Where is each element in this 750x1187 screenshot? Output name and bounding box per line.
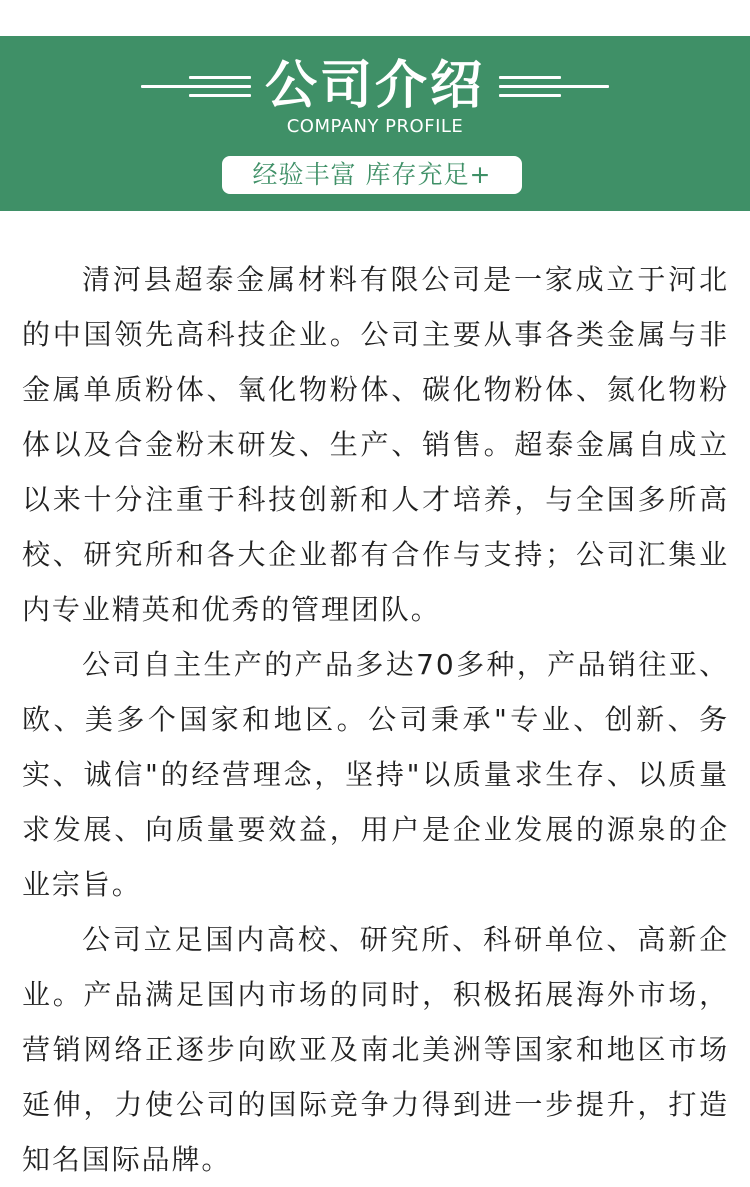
- decorative-line: [141, 85, 251, 88]
- decorative-line: [499, 85, 609, 88]
- decorative-line: [189, 94, 251, 97]
- decorative-line: [499, 94, 561, 97]
- right-decorative-lines: [499, 66, 609, 106]
- tagline-badge: [222, 156, 522, 194]
- page-subtitle: COMPANY PROFILE: [286, 116, 464, 137]
- page-title: 公司介绍: [264, 56, 485, 116]
- top-white-strip: [0, 0, 750, 36]
- header-banner: [0, 36, 750, 211]
- paragraph: 清河县超泰金属材料有限公司是一家成立于河北的中国领先高科技企业。公司主要从事各类金属与非金属单质粉体、氧化物粉体、碳化物粉体、氮化物粉体以及合金粉末研发、生产、销售。超泰金属自成立以来十分注重于科技创新和人才培养，与全国多所高校、研究所和各大企业都有合作与支持；公司汇集业内专业精英和优秀的管理团队。: [22, 263, 729, 626]
- banner-title-row: [0, 54, 750, 118]
- decorative-line: [499, 76, 561, 79]
- paragraph: 公司立足国内高校、研究所、科研单位、高新企业。产品满足国内市场的同时，积极拓展海外市场，营销网络正逐步向欧亚及南北美洲等国家和地区市场延伸，力使公司的国际竞争力得到进一步提升，打造知名国际品牌。: [22, 923, 729, 1176]
- tagline-text: 经验丰富 库存充足+: [252, 160, 492, 189]
- paragraph: 公司自主生产的产品多达70多种，产品销往亚、欧、美多个国家和地区。公司秉承"专业、创新、务实、诚信"的经营理念，坚持"以质量求生存、以质量求发展、向质量要效益，用户是企业发展的源泉的企业宗旨。: [22, 648, 729, 901]
- company-profile-body: [22, 252, 729, 1187]
- decorative-line: [189, 76, 251, 79]
- left-decorative-lines: [141, 66, 251, 106]
